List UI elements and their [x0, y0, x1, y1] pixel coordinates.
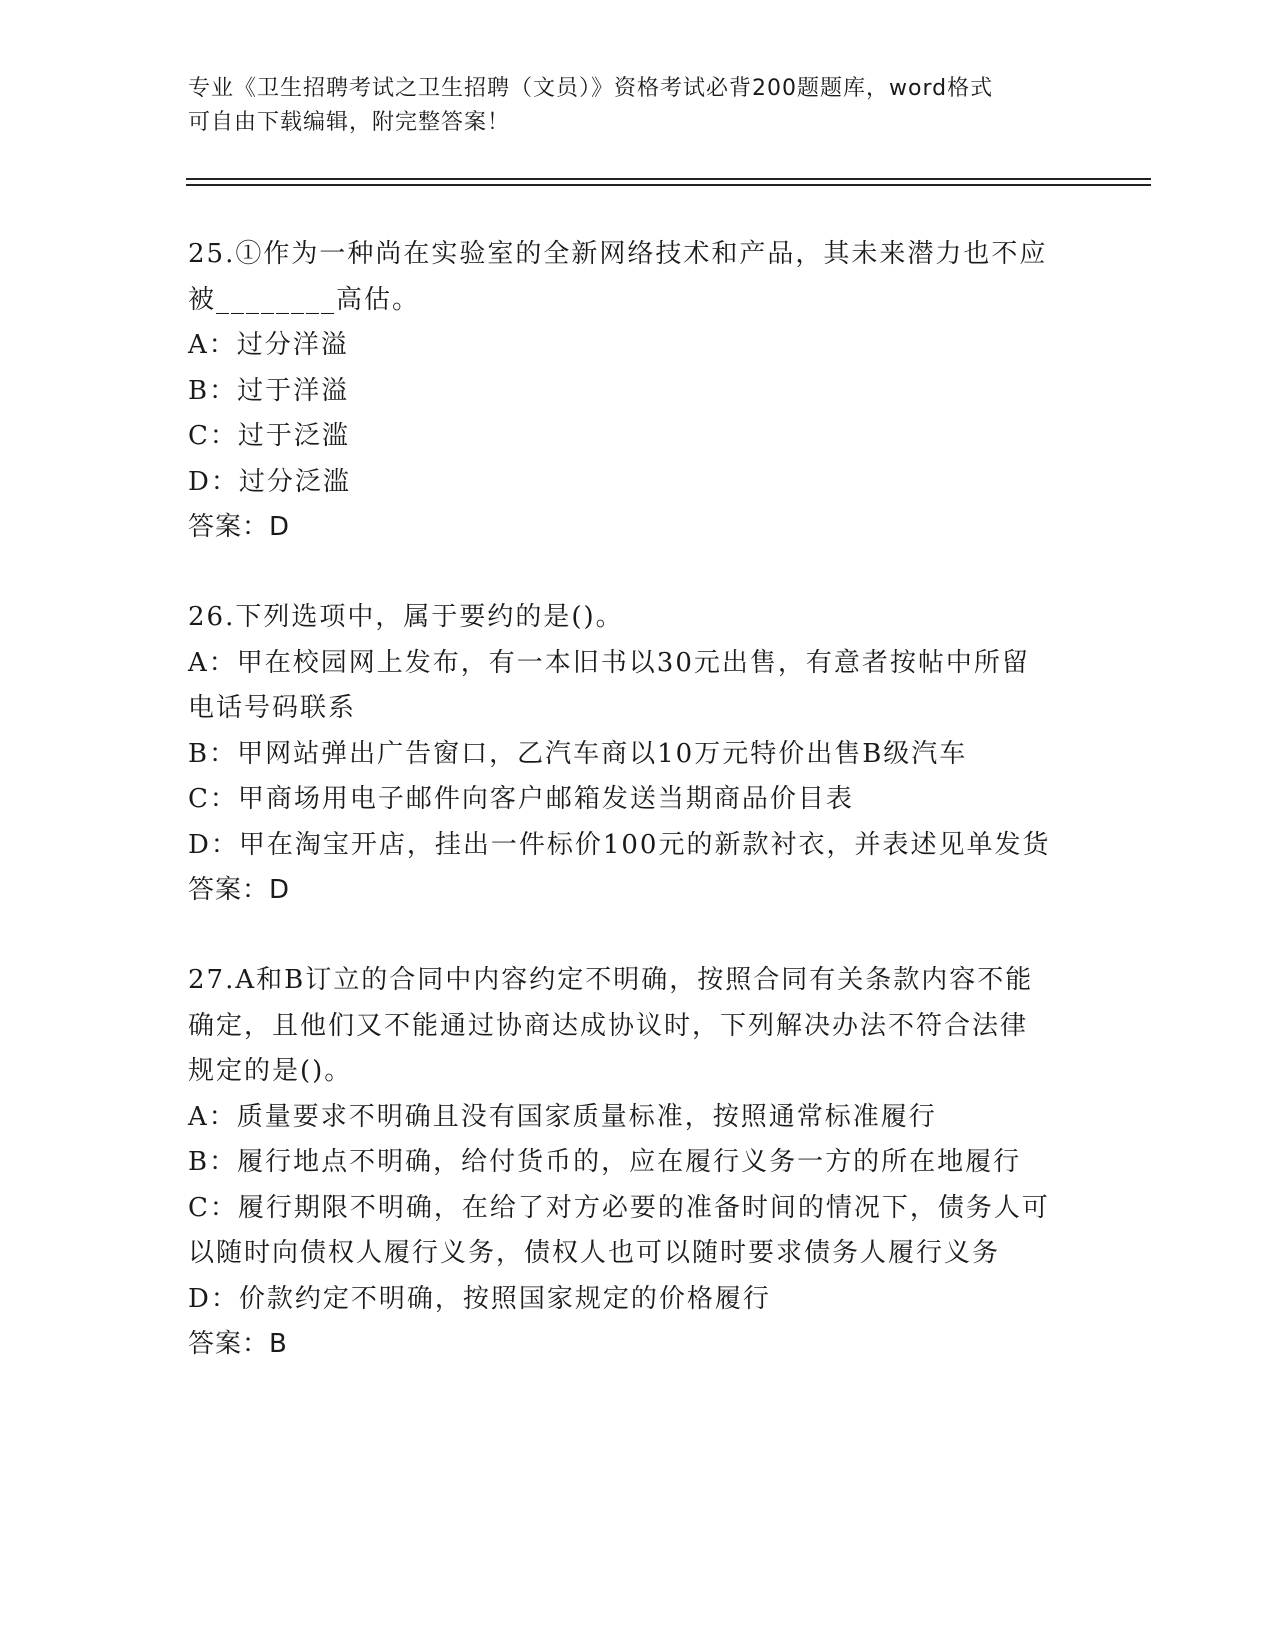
option-a-continued: 电话号码联系 — [188, 693, 357, 723]
option-a: A：过分洋溢 — [188, 330, 349, 360]
question-25 — [188, 232, 1088, 551]
question-27 — [188, 958, 1088, 1368]
header-line-1: 专业《卫生招聘考试之卫生招聘（文员）》资格考试必背200题题库，word格式 — [188, 76, 994, 101]
option-c: C：履行期限不明确，在给了对方必要的准备时间的情况下，债务人可 — [188, 1192, 1050, 1223]
option-a: A：甲在校园网上发布，有一本旧书以30元出售，有意者按帖中所留 — [188, 647, 1030, 678]
answer-label: 答案：B — [188, 1329, 288, 1359]
header-divider-bottom — [186, 184, 1151, 186]
option-c: C：甲商场用电子邮件向客户邮箱发送当期商品价目表 — [188, 784, 854, 814]
question-stem-line: 27.A和B订立的合同中内容约定不明确，按照合同有关条款内容不能 — [188, 965, 1034, 995]
option-c: C：过于泛滥 — [188, 421, 350, 451]
question-stem-line: 确定，且他们又不能通过协商达成协议时，下列解决办法不符合法律 — [188, 1010, 1029, 1041]
question-stem-line: 被________高估。 — [188, 284, 421, 315]
option-c-continued: 以随时向债权人履行义务，债权人也可以随时要求债务人履行义务 — [188, 1238, 1001, 1268]
option-a: A：质量要求不明确且没有国家质量标准，按照通常标准履行 — [188, 1101, 937, 1132]
option-b: B：过于洋溢 — [188, 375, 350, 406]
question-26 — [188, 595, 1088, 914]
document-header — [188, 72, 1068, 140]
option-b: B：甲网站弹出广告窗口，乙汽车商以10万元特价出售B级汽车 — [188, 738, 968, 769]
option-b: B：履行地点不明确，给付货币的，应在履行义务一方的所在地履行 — [188, 1147, 1022, 1177]
header-divider-top — [186, 178, 1151, 180]
option-d: D：甲在淘宝开店，挂出一件标价100元的新款衬衣，并表述见单发货 — [188, 829, 1051, 860]
header-line-2: 可自由下载编辑，附完整答案！ — [188, 110, 511, 135]
answer-label: 答案：D — [188, 875, 291, 905]
question-stem-line: 26.下列选项中，属于要约的是()。 — [188, 602, 624, 632]
question-stem-line: 规定的是()。 — [188, 1056, 353, 1086]
question-stem-line: 25.①作为一种尚在实验室的全新网络技术和产品，其未来潜力也不应 — [188, 239, 1048, 269]
option-d: D：过分泛滥 — [188, 466, 351, 497]
answer-label: 答案：D — [188, 512, 291, 542]
option-d: D：价款约定不明确，按照国家规定的价格履行 — [188, 1283, 771, 1314]
